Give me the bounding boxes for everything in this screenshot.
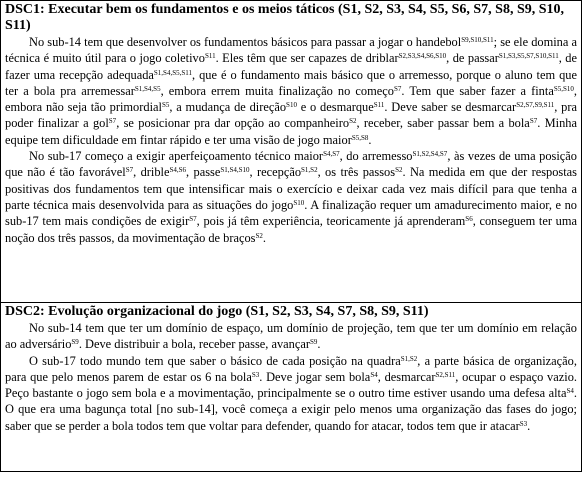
- subject-reference: S6: [465, 215, 473, 224]
- text-run: , de fazer uma recepção adequada: [5, 51, 578, 82]
- dsc1-section: [1, 1, 581, 302]
- subject-reference: S2: [395, 166, 403, 175]
- text-run: . Tem que saber fazer a finta: [401, 83, 554, 98]
- text-run: . Minha equipe tem dificuldade em fintar rápido e ter uma visão de jogo maior: [5, 116, 577, 147]
- text-run: . Na medida em que der respostas positivas dos fundamentos tem que intensificar mais o exercício e deixar cada vez mais difícil para que tenha a parte técnica mais desenvolvida para as situações do jogo: [5, 165, 577, 212]
- text-run: , passe: [186, 165, 221, 180]
- text-run: . Deve saber se desmarcar: [384, 100, 517, 115]
- subject-reference: S1,S3,S5,S7,S10,S11: [498, 52, 559, 61]
- text-run: , conseguem ter uma noção dos três passos, da movimentação de braços: [5, 214, 577, 245]
- subject-reference: S5: [161, 101, 170, 110]
- text-run: , pra poder finalizar a gol: [5, 100, 577, 131]
- subject-reference: S9: [310, 338, 318, 347]
- dsc1-paragraph-sub17: [5, 148, 577, 246]
- subject-reference: S1,S4,S5: [134, 84, 161, 93]
- text-run: , a mudança de direção: [169, 100, 287, 115]
- subject-reference: S4: [566, 387, 574, 396]
- dsc2-section: [1, 302, 581, 434]
- subject-reference: S11: [204, 52, 216, 61]
- text-run: , às vezes de uma posição que não é tão favorável: [5, 149, 577, 180]
- text-run: , os três passos: [317, 165, 396, 180]
- text-run: .: [317, 337, 321, 352]
- text-run: , a parte básica de organização, para que pelo menos parem de estar os 6 na bola: [5, 353, 577, 384]
- text-run: No sub-17 começo a exigir aperfeiçoamento técnico maior: [29, 149, 324, 164]
- text-run: , pois já têm experiência, teoricamente já aprenderam: [196, 214, 466, 229]
- subject-reference: S1,S4,S10: [220, 166, 250, 175]
- text-run: , embora não seja tão primordial: [5, 83, 577, 115]
- text-run: . A finalização requer um amadurecimento maior, e no sub-17 tem mais condições de exigir: [5, 197, 577, 229]
- text-run: , de passar: [446, 51, 499, 66]
- subject-reference: S9: [71, 338, 79, 347]
- subject-reference: S3: [251, 370, 260, 379]
- text-run: . Eles têm que ser capazes de driblar: [215, 51, 399, 66]
- text-run: , ocupar o espaço vazio. Peço bastante o jogo sem bola e a movimentação, principalmente se o outro time estiver usando uma defesa alta: [5, 369, 577, 401]
- text-run: , se posicionar pra dar opção ao companheiro: [116, 116, 350, 131]
- text-run: . Deve jogar sem bola: [259, 369, 371, 384]
- text-run: , drible: [133, 165, 170, 180]
- subject-reference: S1,S2,S4,S7: [412, 150, 448, 159]
- subject-reference: S2,S11: [435, 370, 456, 379]
- subject-reference: S1,S4,S5,S11: [153, 68, 192, 77]
- text-run: No sub-14 tem que ter um domínio de espaço, um domínio de projeção, tem que ter um domínio em relação ao adversário: [5, 321, 577, 352]
- text-run: ; se ele domina a técnica é muito útil para o jogo coletivo: [5, 35, 577, 66]
- subject-reference: S4,S7: [323, 150, 340, 159]
- subject-reference: S2: [255, 231, 263, 240]
- dsc1-heading: DSC1: Executar bem os fundamentos e os meios táticos (S1, S2, S3, S4, S5, S6, S7, S8, S9, S10, S11): [5, 2, 565, 33]
- subject-reference: S7: [529, 117, 538, 126]
- text-run: , recepção: [249, 165, 302, 180]
- subject-reference: S5,S10: [553, 84, 574, 93]
- subject-reference: S7: [189, 215, 197, 224]
- text-run: O sub-17 todo mundo tem que saber o básico de cada posição na quadra: [29, 353, 401, 368]
- subject-reference: S10: [286, 101, 297, 110]
- subject-reference: S4,S6: [169, 166, 187, 175]
- subject-reference: S5,S8: [351, 133, 369, 142]
- subject-reference: S7: [393, 84, 402, 93]
- subject-reference: S2: [349, 117, 357, 126]
- subject-reference: S1,S2: [301, 166, 318, 175]
- subject-reference: S1,S2: [400, 354, 418, 363]
- text-run: .: [527, 418, 531, 433]
- subject-reference: S10: [293, 198, 305, 207]
- text-run: , receber, saber passar bem a bola: [356, 116, 530, 131]
- text-run: e o desmarque: [296, 100, 374, 115]
- text-run: , embora errem muita finalização no começo: [160, 83, 394, 98]
- dsc2-paragraph-sub14: [5, 320, 577, 353]
- subject-reference: S7: [125, 166, 134, 175]
- text-run: . Deve distribuir a bola, receber passe, avançar: [78, 337, 310, 352]
- text-run: . O que era uma bagunça total [no sub-14], você começa a exigir pelo menos uma organização das fases do jogo; saber que se perder a bola todos tem que voltar para defender, quando for atacar, todos tem que ir atacar: [5, 386, 577, 433]
- text-run: , desmarcar: [377, 369, 436, 384]
- dsc2-paragraph-sub17: [5, 353, 577, 434]
- subject-reference: S7: [108, 117, 117, 126]
- subject-reference: S9,S10,S11: [461, 36, 494, 44]
- dsc1-paragraph-sub14: [5, 34, 577, 148]
- text-run: .: [262, 230, 267, 245]
- text-run: No sub-14 tem que desenvolver os fundamentos básicos para passar a jogar o handebol: [29, 35, 462, 49]
- text-run: .: [368, 132, 372, 147]
- dsc2-heading: DSC2: Evolução organizacional do jogo (S1, S2, S3, S4, S7, S8, S9, S11): [5, 304, 429, 319]
- subject-reference: S2,S7,S9,S11: [516, 101, 555, 110]
- text-run: , que é o fundamento mais básico que o arremesso, porque o aluno tem que ter a bola pra arremessar: [5, 67, 577, 98]
- subject-reference: S4: [370, 370, 378, 379]
- subject-reference: S11: [373, 101, 385, 110]
- subject-reference: S3: [519, 419, 528, 428]
- subject-reference: S2,S3,S4,S6,S10: [398, 52, 447, 61]
- text-run: , do arremesso: [339, 149, 413, 164]
